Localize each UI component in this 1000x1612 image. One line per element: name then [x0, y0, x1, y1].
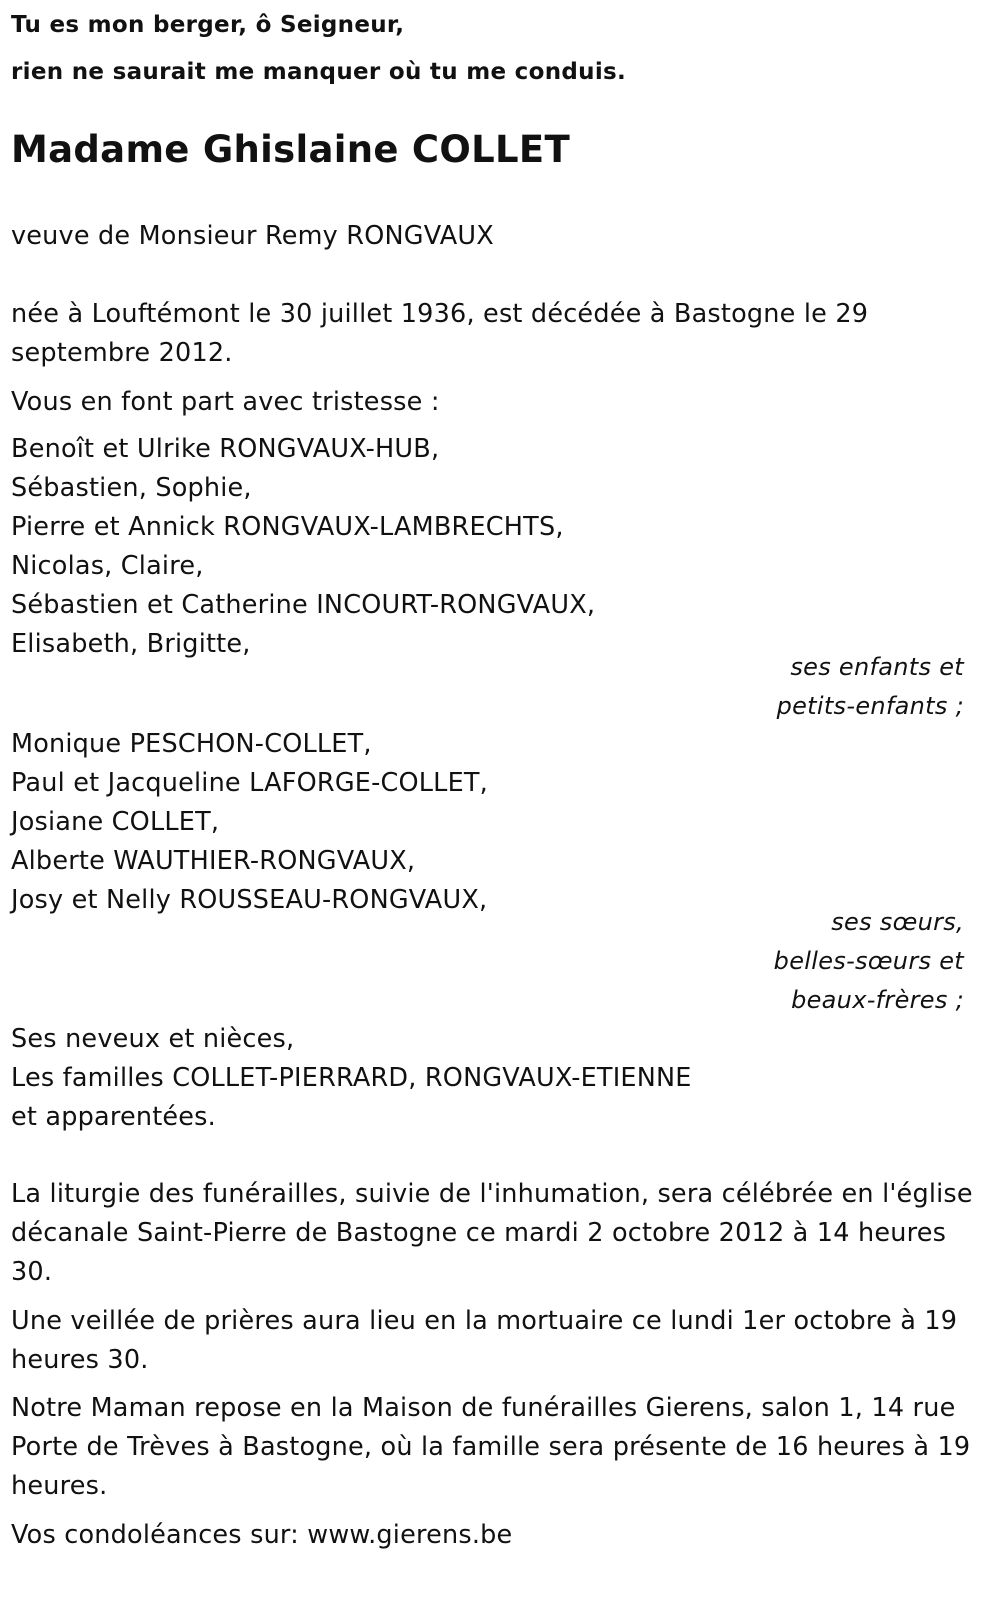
spouse-line: veuve de Monsieur Remy RONGVAUX: [11, 221, 494, 251]
liturgy-line: 30.: [11, 1257, 53, 1287]
siblings-line: Monique PESCHON-COLLET,: [11, 729, 372, 759]
birth-death-line-1: née à Louftémont le 30 juillet 1936, est décédée à Bastogne le 29: [11, 299, 869, 329]
birth-death-line-2: septembre 2012.: [11, 338, 233, 368]
children-line: Nicolas, Claire,: [11, 551, 204, 581]
children-line: Pierre et Annick RONGVAUX-LAMBRECHTS,: [11, 512, 564, 542]
liturgy-line: décanale Saint-Pierre de Bastogne ce mardi 2 octobre 2012 à 14 heures: [11, 1218, 947, 1248]
children-line: Sébastien et Catherine INCOURT-RONGVAUX,: [11, 590, 596, 620]
children-relation: petits-enfants ;: [776, 692, 964, 720]
others-line: et apparentées.: [11, 1102, 216, 1132]
siblings-line: Alberte WAUTHIER-RONGVAUX,: [11, 846, 416, 876]
rest-line: Porte de Trèves à Bastogne, où la famille sera présente de 16 heures à 19: [11, 1432, 971, 1462]
verse-line-1: Tu es mon berger, ô Seigneur,: [11, 12, 405, 38]
siblings-line: Paul et Jacqueline LAFORGE-COLLET,: [11, 768, 488, 798]
liturgy-line: La liturgie des funérailles, suivie de l'inhumation, sera célébrée en l'église: [11, 1179, 973, 1209]
children-line: Sébastien, Sophie,: [11, 473, 252, 503]
vigil-line: Une veillée de prières aura lieu en la mortuaire ce lundi 1er octobre à 19: [11, 1306, 958, 1336]
others-line: Les familles COLLET-PIERRARD, RONGVAUX-ETIENNE: [11, 1063, 692, 1093]
rest-line: Notre Maman repose en la Maison de funérailles Gierens, salon 1, 14 rue: [11, 1393, 956, 1423]
rest-line: heures.: [11, 1471, 108, 1501]
verse-line-2: rien ne saurait me manquer où tu me conduis.: [11, 59, 627, 85]
children-line: Benoît et Ulrike RONGVAUX-HUB,: [11, 434, 440, 464]
announcement-intro: Vous en font part avec tristesse :: [11, 387, 440, 417]
siblings-relation: belles-sœurs et: [773, 947, 964, 975]
siblings-line: Josiane COLLET,: [11, 807, 220, 837]
children-line: Elisabeth, Brigitte,: [11, 629, 251, 659]
siblings-line: Josy et Nelly ROUSSEAU-RONGVAUX,: [11, 885, 488, 915]
deceased-name: Madame Ghislaine COLLET: [11, 128, 571, 171]
condolences-line: Vos condoléances sur: www.gierens.be: [11, 1520, 513, 1550]
siblings-relation: ses sœurs,: [831, 908, 964, 936]
others-line: Ses neveux et nièces,: [11, 1024, 295, 1054]
children-relation: ses enfants et: [790, 653, 964, 681]
vigil-line: heures 30.: [11, 1345, 149, 1375]
siblings-relation: beaux-frères ;: [791, 986, 964, 1014]
